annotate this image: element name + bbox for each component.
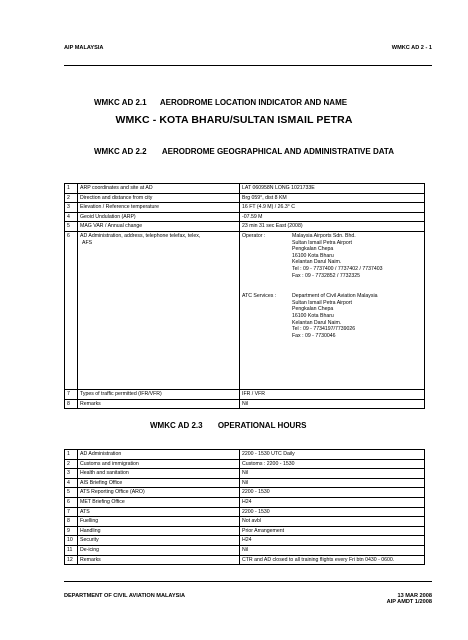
row-value: -07.59 M <box>240 212 425 222</box>
page-header <box>64 45 432 55</box>
section-number: WMKC AD 2.1 <box>94 98 147 107</box>
section-title: OPERATIONAL HOURS <box>217 421 307 430</box>
row-number: 1 <box>65 184 78 194</box>
row-label-line: AD Administration, address, telephone telefax, telex, <box>80 232 201 239</box>
row-value: Customs : 2200 - 1530 <box>240 459 425 469</box>
row-value: Prior Arrangement <box>240 526 425 536</box>
table-row <box>65 193 425 203</box>
row-number: 2 <box>65 459 78 469</box>
address-line: Tel : 09 - 7734197/7739026 <box>292 326 356 333</box>
row-number: 6 <box>65 497 78 507</box>
row-number: 11 <box>65 545 78 555</box>
row-value: 2200 - 1530 <box>240 488 425 498</box>
footer-left: DEPARTMENT OF CIVIL AVIATION MALAYSIA <box>64 593 185 599</box>
address-line: Fax : 09 - 7732852 / 7732325 <box>292 272 361 279</box>
section-title: AERODROME LOCATION INDICATOR AND NAME <box>159 98 348 107</box>
row-label: Security <box>78 536 240 546</box>
row-value: Nil <box>240 469 425 479</box>
row-label: Customs and immigration <box>78 459 240 469</box>
row-value: 2200 - 1530 UTC Daily <box>240 450 425 460</box>
table-row <box>65 469 425 479</box>
atc-block <box>242 293 422 339</box>
row-number: 3 <box>65 203 78 213</box>
address-line: Sultan Ismail Petra Airport <box>292 239 352 246</box>
footer-amdt: AIP AMDT 1/2008 <box>386 599 432 606</box>
row-number: 12 <box>65 555 78 565</box>
row-value: H24 <box>240 536 425 546</box>
address-line: 16100 Kota Bharu <box>292 252 334 259</box>
table-row <box>65 231 425 389</box>
row-number: 5 <box>65 488 78 498</box>
address-line: Malaysia Airports Sdn. Bhd. <box>292 232 356 239</box>
table-row <box>65 399 425 409</box>
table-row <box>65 203 425 213</box>
table-row <box>65 507 425 517</box>
address-line: Tel : 09 - 7737400 / 7737402 / 7737403 <box>292 265 383 272</box>
section-heading-2-3 <box>150 421 306 430</box>
address-line: Department of Civil Aviation Malaysia <box>292 293 378 300</box>
aerodrome-name: WMKC - KOTA BHARU/SULTAN ISMAIL PETRA <box>115 114 353 126</box>
header-right: WMKC AD 2 - 1 <box>391 45 432 51</box>
table-row <box>65 389 425 399</box>
row-number: 4 <box>65 212 78 222</box>
row-label: Health and sanitation <box>78 469 240 479</box>
address-line: Fax : 09 - 7730046 <box>292 332 336 339</box>
geo-admin-table <box>64 183 425 409</box>
row-value <box>240 231 425 389</box>
row-number: 7 <box>65 389 78 399</box>
section-number: WMKC AD 2.3 <box>150 421 203 430</box>
table-row <box>65 545 425 555</box>
row-value: Nil <box>240 545 425 555</box>
row-label: De-icing <box>78 545 240 555</box>
address-line: Sultan Ismail Petra Airport <box>292 299 352 306</box>
footer-right <box>387 593 432 606</box>
row-number: 7 <box>65 507 78 517</box>
row-label-line: AFS <box>82 239 93 246</box>
row-value: CTR and AD closed to all training flights every Fri btn 0430 - 0600. <box>240 555 425 565</box>
row-label: MAG VAR / Annual change <box>78 222 240 232</box>
atc-lines <box>292 293 422 339</box>
table-row <box>65 222 425 232</box>
row-number: 6 <box>65 231 78 389</box>
row-number: 8 <box>65 399 78 409</box>
page-footer <box>64 592 432 608</box>
row-value: Brg 059°, dist 8 KM <box>240 193 425 203</box>
table-row <box>65 488 425 498</box>
operational-hours-table-body <box>65 450 425 565</box>
address-line: Kelantan Darul Naim. <box>292 259 342 266</box>
row-value: Nil <box>240 399 425 409</box>
section-heading-2-1 <box>94 98 347 107</box>
row-number: 5 <box>65 222 78 232</box>
row-label: Remarks <box>78 399 240 409</box>
table-row <box>65 478 425 488</box>
row-label: ATS Reporting Office (ARO) <box>78 488 240 498</box>
row-label: ATS <box>78 507 240 517</box>
row-label: AD Administration <box>78 450 240 460</box>
table-row <box>65 497 425 507</box>
row-label: MET Briefing Office <box>78 497 240 507</box>
row-value: 2200 - 1530 <box>240 507 425 517</box>
address-line: Kelantan Darul Naim. <box>292 319 342 326</box>
row-label: Elevation / Reference temperature <box>78 203 240 213</box>
row-value: IFR / VFR <box>240 389 425 399</box>
operator-label: Operator : <box>242 232 266 239</box>
row-value: H24 <box>240 497 425 507</box>
row-number: 9 <box>65 526 78 536</box>
operator-block <box>242 233 422 279</box>
table-row <box>65 555 425 565</box>
table-row <box>65 212 425 222</box>
section-heading-2-2 <box>94 147 394 156</box>
row-value: Nil <box>240 478 425 488</box>
table-row <box>65 184 425 194</box>
row-label: Geoid Undulation (ARP) <box>78 212 240 222</box>
row-number: 1 <box>65 450 78 460</box>
row-number: 3 <box>65 469 78 479</box>
row-number: 2 <box>65 193 78 203</box>
table-row <box>65 450 425 460</box>
row-value: LAT 060958N LONG 1021733E <box>240 184 425 194</box>
address-line: Pengkalan Chepa <box>292 246 334 253</box>
row-label: AIS Briefing Office <box>78 478 240 488</box>
address-line: Pengkalan Chepa <box>292 306 334 313</box>
table-row <box>65 517 425 527</box>
row-value: 16 FT (4.9 M) / 26.3° C <box>240 203 425 213</box>
table-row <box>65 459 425 469</box>
row-label: Types of traffic permitted (IFR/VFR) <box>78 389 240 399</box>
row-value: 23 min 31 sec East (2008) <box>240 222 425 232</box>
atc-label: ATC Services : <box>242 293 277 300</box>
row-number: 4 <box>65 478 78 488</box>
row-value: Not avbl <box>240 517 425 527</box>
address-line: 16100 Kota Bharu <box>292 312 334 319</box>
footer-rule <box>64 581 432 582</box>
row-number: 8 <box>65 517 78 527</box>
row-label: Direction and distance from city <box>78 193 240 203</box>
footer-date: 13 MAR 2008 <box>397 593 432 599</box>
row-label: Fuelling <box>78 517 240 527</box>
header-rule <box>64 65 432 66</box>
row-label: Remarks <box>78 555 240 565</box>
operator-lines <box>292 233 422 279</box>
row-label: Handling <box>78 526 240 536</box>
operational-hours-table <box>64 449 425 565</box>
section-title: AERODROME GEOGRAPHICAL AND ADMINISTRATIVE DATA <box>161 147 394 156</box>
geo-admin-table-body <box>65 184 425 409</box>
table-row <box>65 526 425 536</box>
header-left: AIP MALAYSIA <box>64 45 104 51</box>
row-number: 10 <box>65 536 78 546</box>
section-number: WMKC AD 2.2 <box>94 147 147 156</box>
row-label: ARP coordinates and site at AD <box>78 184 240 194</box>
table-row <box>65 536 425 546</box>
row-label <box>78 231 240 389</box>
